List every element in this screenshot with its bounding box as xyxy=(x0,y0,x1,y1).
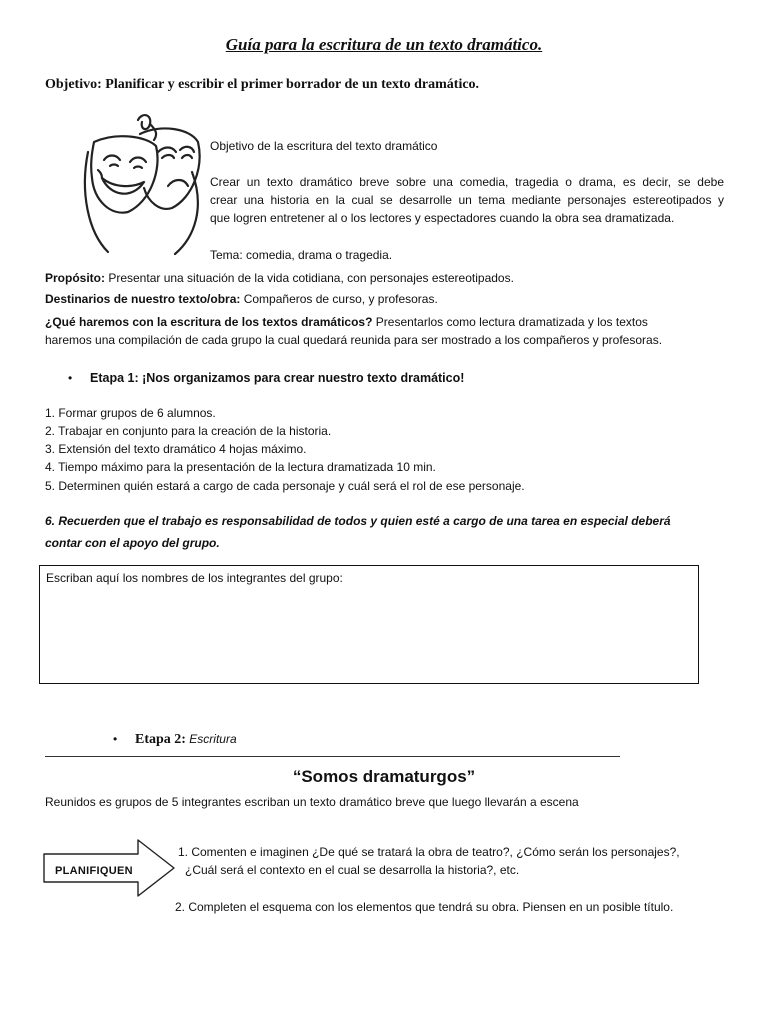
step-1-line-1: 1. Comenten e imaginen ¿De qué se tratará la obra de teatro?, ¿Cómo serán los personajes?, xyxy=(178,845,680,859)
destinatarios-line xyxy=(45,290,438,308)
proposito-text: Presentar una situación de la vida cotidiana, con personajes estereotipados. xyxy=(105,271,514,285)
etapa2-heading xyxy=(135,730,237,748)
list-item: 5. Determinen quién estará a cargo de cada personaje y cuál será el rol de ese personaje. xyxy=(45,479,525,493)
etapa1-heading: Etapa 1: ¡Nos organizamos para crear nuestro texto dramático! xyxy=(90,371,465,385)
que-haremos-label: ¿Qué haremos con la escritura de los textos dramáticos? xyxy=(45,315,373,329)
page-title: Guía para la escritura de un texto dramático. xyxy=(225,35,543,54)
destinatarios-text: Compañeros de curso, y profesoras. xyxy=(240,292,438,306)
paragraph-line: crear una historia en la cual se desarrolle un tema mediante personajes estereotipados y xyxy=(210,193,724,207)
list-item: 4. Tiempo máximo para la presentación de la lectura dramatizada 10 min. xyxy=(45,460,436,474)
objective-text: Planificar y escribir el primer borrador de un texto dramático. xyxy=(101,77,480,92)
tema-label: Tema: xyxy=(210,248,243,262)
tema-value: comedia, drama o tragedia. xyxy=(242,248,393,262)
proposito-label: Propósito: xyxy=(45,271,105,285)
list-item-6-line-2: contar con el apoyo del grupo. xyxy=(45,536,220,550)
etapa2-label: Etapa 2: xyxy=(135,732,186,747)
divider-line xyxy=(45,756,620,757)
group-names-box[interactable] xyxy=(39,565,699,684)
list-item: 3. Extensión del texto dramático 4 hojas máximo. xyxy=(45,442,307,456)
section-title: “Somos dramaturgos” xyxy=(292,767,476,786)
etapa2-sub: Escritura xyxy=(185,732,237,746)
step-2: 2. Completen el esquema con los elementos que tendrá su obra. Piensen en un posible título. xyxy=(175,900,674,914)
intro-line: Reunidos es grupos de 5 integrantes escriban un texto dramático breve que luego llevarán a escena xyxy=(45,795,579,809)
theater-masks-icon xyxy=(80,112,210,262)
list-item: 2. Trabajar en conjunto para la creación de la historia. xyxy=(45,424,332,438)
objective-line xyxy=(45,77,479,93)
section-paragraph xyxy=(210,173,724,227)
que-haremos-line xyxy=(45,313,648,331)
bullet: • xyxy=(113,732,118,746)
group-names-label: Escriban aquí los nombres de los integrantes del grupo: xyxy=(46,571,343,585)
list-item-6-line-1: 6. Recuerden que el trabajo es responsabilidad de todos y quien esté a cargo de una tarea en especial deberá xyxy=(45,514,671,528)
objective-label: Objetivo: xyxy=(45,77,102,92)
que-haremos-text: Presentarlos como lectura dramatizada y los textos xyxy=(372,315,648,329)
tema-line xyxy=(210,246,392,264)
section-heading: Objetivo de la escritura del texto dramático xyxy=(210,139,438,153)
que-haremos-line-2: haremos una compilación de cada grupo la cual quedará reunida para ser mostrado a los compañeros y profesoras. xyxy=(45,333,663,347)
paragraph-line: que logren entretener al o los lectores y espectadores cuando la obra sea dramatizada. xyxy=(210,211,675,225)
bullet: • xyxy=(68,371,73,385)
planifiquen-label: PLANIFIQUEN xyxy=(55,865,133,877)
step-1-line-2: ¿Cuál será el contexto en el cual se desarrolla la historia?, etc. xyxy=(185,863,520,877)
proposito-line xyxy=(45,269,514,287)
list-item: 1. Formar grupos de 6 alumnos. xyxy=(45,406,216,420)
destinatarios-label: Destinarios de nuestro texto/obra: xyxy=(45,292,241,306)
paragraph-line: Crear un texto dramático breve sobre una comedia, tragedia o drama, es decir, se debe xyxy=(210,175,724,189)
